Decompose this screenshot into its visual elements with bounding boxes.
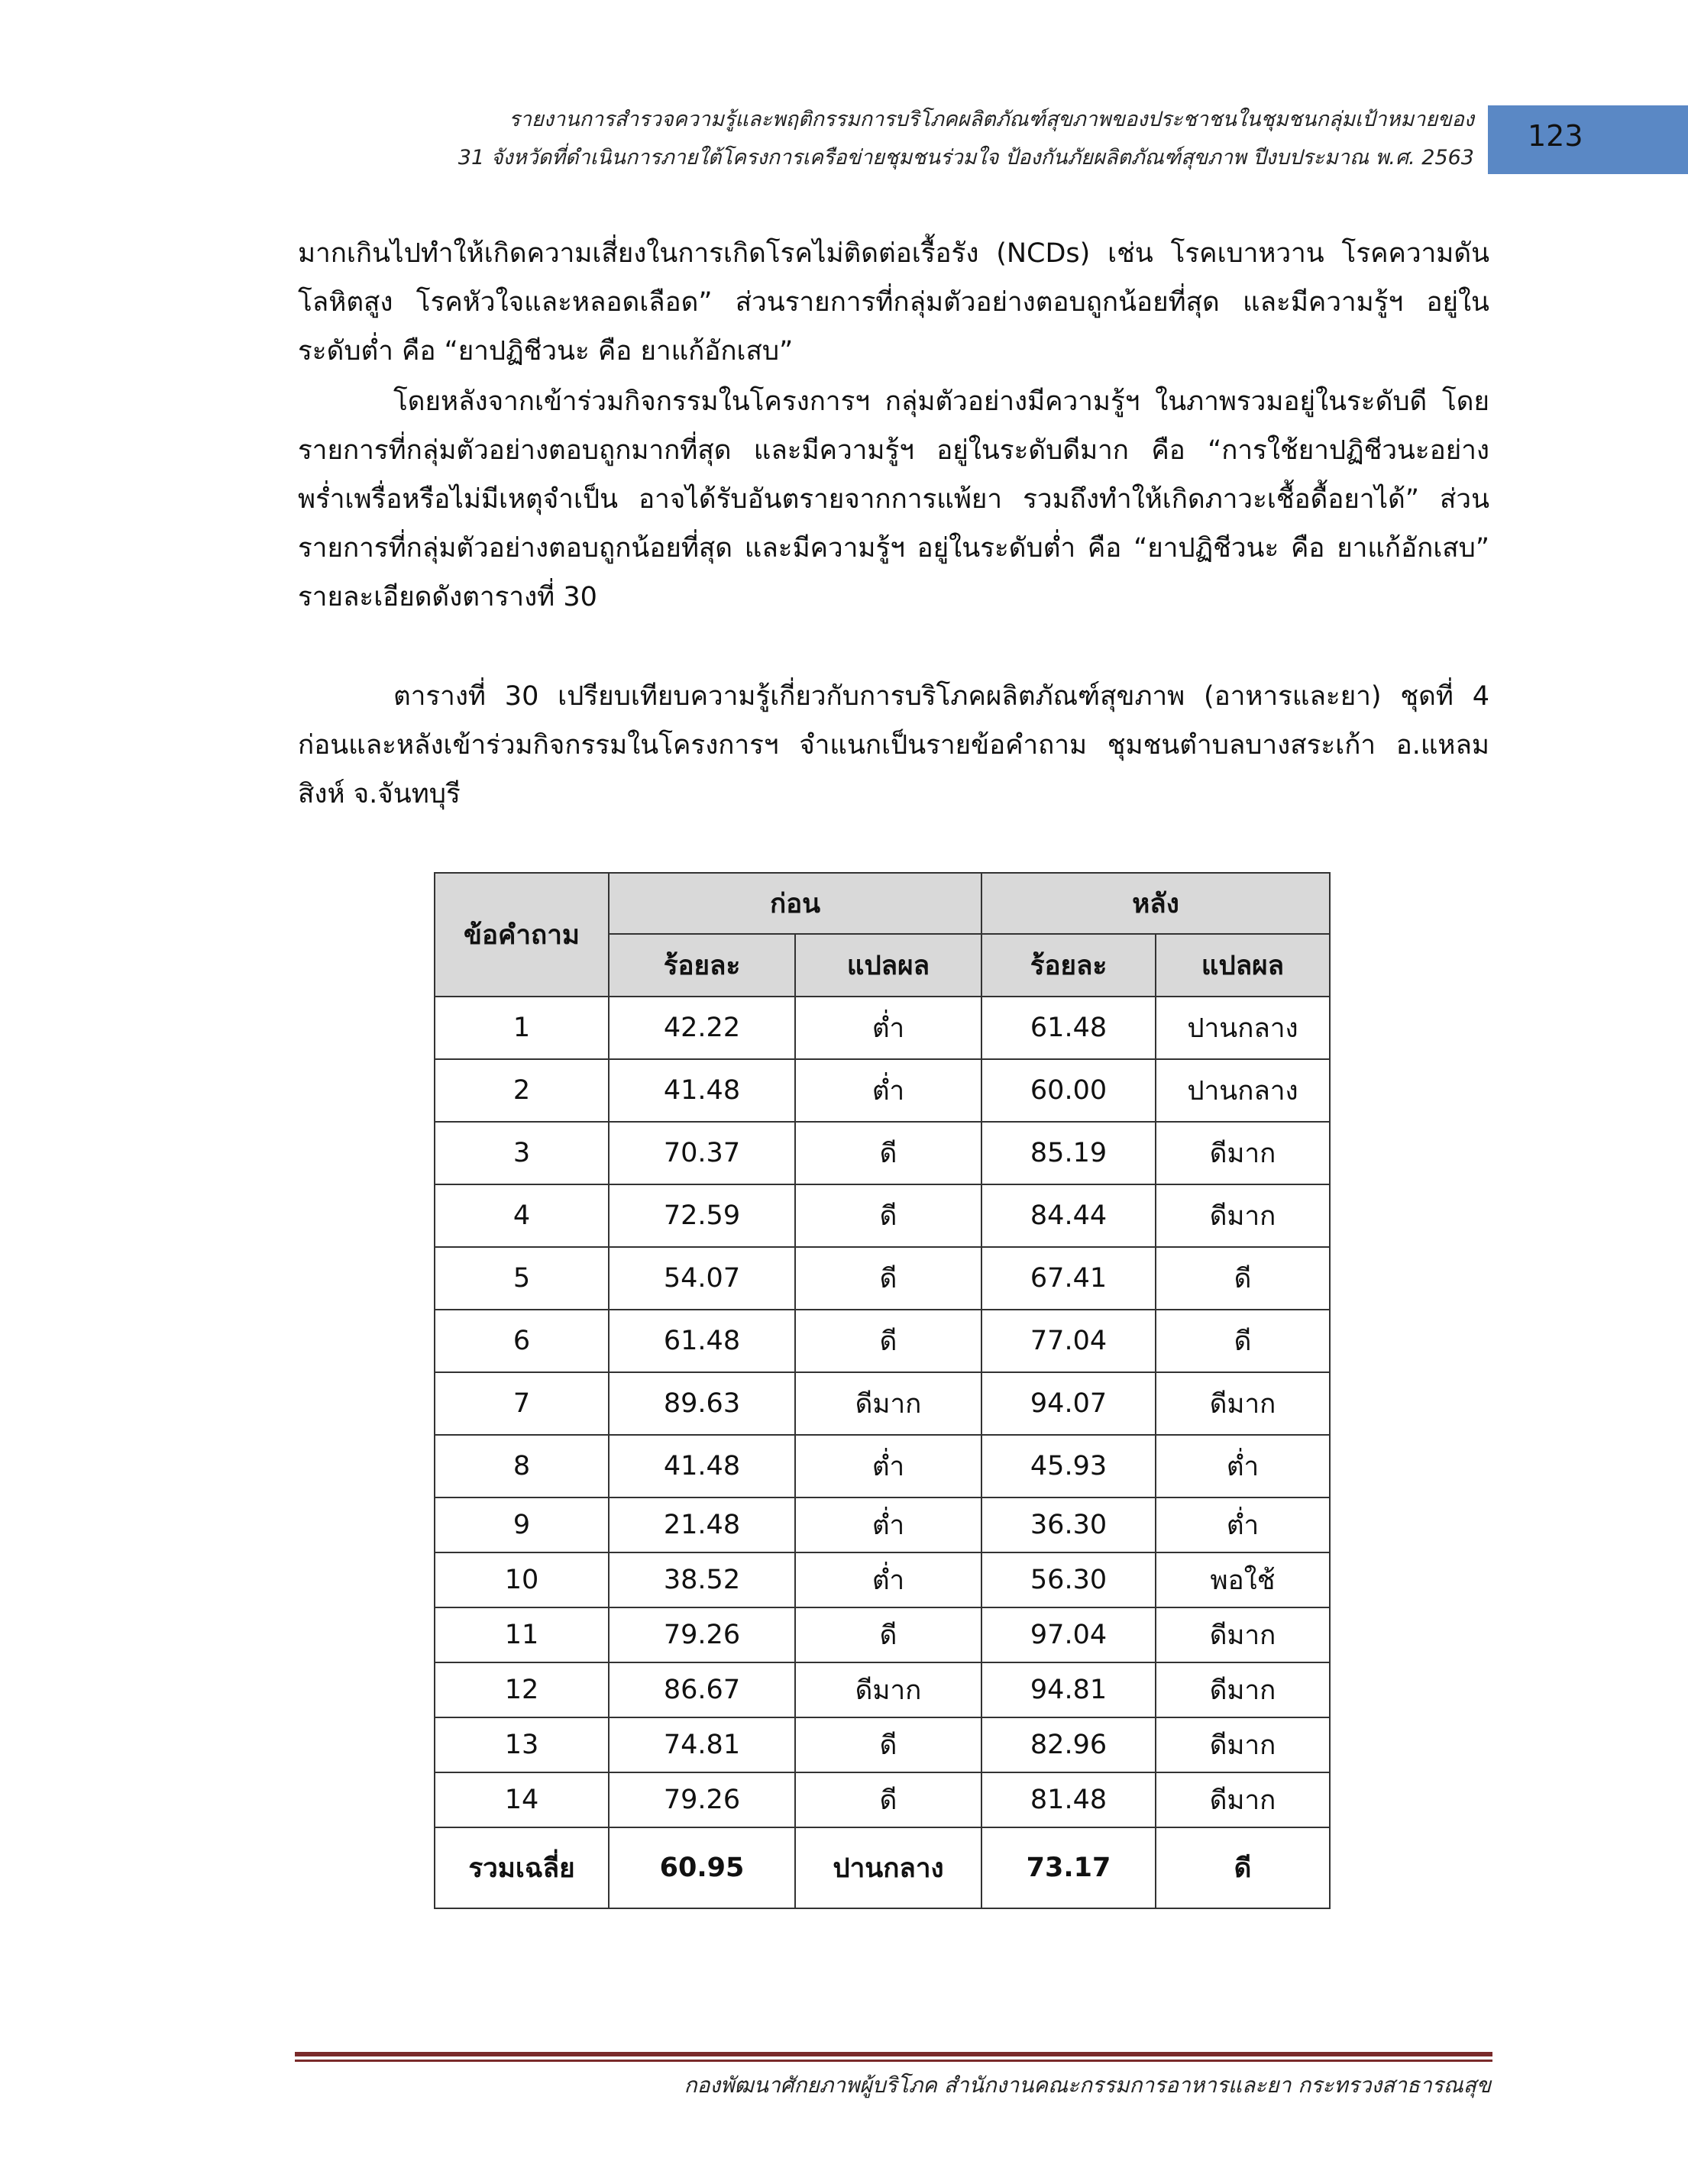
cell-after-percent: 60.00 — [981, 1059, 1156, 1122]
cell-question: 11 — [435, 1607, 609, 1662]
cell-after-interpret: ดี — [1156, 1310, 1330, 1372]
cell-question: 5 — [435, 1247, 609, 1310]
table-caption — [298, 672, 1489, 819]
cell-before-percent: 54.07 — [609, 1247, 795, 1310]
running-header — [328, 101, 1474, 177]
cell-after-interpret: ปานกลาง — [1156, 1059, 1330, 1122]
cell-after-interpret: ดีมาก — [1156, 1372, 1330, 1435]
cell-after-interpret: ดีมาก — [1156, 1184, 1330, 1247]
cell-before-percent: 79.26 — [609, 1772, 795, 1827]
cell-after-interpret: ต่ำ — [1156, 1497, 1330, 1552]
cell-before-interpret: ดี — [795, 1310, 981, 1372]
cell-before-percent: 42.22 — [609, 997, 795, 1059]
table-row — [435, 1059, 1330, 1122]
cell-before-percent: 61.48 — [609, 1310, 795, 1372]
table-row — [435, 1552, 1330, 1607]
cell-after-percent: 36.30 — [981, 1497, 1156, 1552]
cell-after-percent: 45.93 — [981, 1435, 1156, 1497]
table-row — [435, 1310, 1330, 1372]
table-row — [435, 1184, 1330, 1247]
cell-after-interpret: ดีมาก — [1156, 1662, 1330, 1717]
cell-after-interpret: ปานกลาง — [1156, 997, 1330, 1059]
cell-after-interpret: ดี — [1156, 1247, 1330, 1310]
cell-after-interpret: ดีมาก — [1156, 1122, 1330, 1184]
header-before: ก่อน — [609, 873, 981, 934]
header-before-percent: ร้อยละ — [609, 934, 795, 997]
header-question: ข้อคำถาม — [435, 873, 609, 997]
cell-question: 1 — [435, 997, 609, 1059]
cell-after-percent: 67.41 — [981, 1247, 1156, 1310]
cell-before-percent: 74.81 — [609, 1717, 795, 1772]
cell-after-percent: 94.81 — [981, 1662, 1156, 1717]
cell-after-interpret: ต่ำ — [1156, 1435, 1330, 1497]
cell-after-percent: 81.48 — [981, 1772, 1156, 1827]
cell-before-interpret: ดี — [795, 1717, 981, 1772]
header-after-percent: ร้อยละ — [981, 934, 1156, 997]
cell-before-interpret: ต่ำ — [795, 997, 981, 1059]
cell-question: 14 — [435, 1772, 609, 1827]
cell-before-percent: 72.59 — [609, 1184, 795, 1247]
cell-before-percent: 38.52 — [609, 1552, 795, 1607]
table-row — [435, 1122, 1330, 1184]
footer-rule-thin — [295, 2060, 1492, 2062]
cell-after-percent: 56.30 — [981, 1552, 1156, 1607]
cell-after-interpret: ดีมาก — [1156, 1607, 1330, 1662]
cell-before-percent: 79.26 — [609, 1607, 795, 1662]
header-after: หลัง — [981, 873, 1330, 934]
footer-rule-thick — [295, 2052, 1492, 2056]
page-number: 123 — [1528, 119, 1583, 153]
cell-before-percent: 41.48 — [609, 1059, 795, 1122]
cell-before-interpret: ดี — [795, 1122, 981, 1184]
cell-after-percent: 77.04 — [981, 1310, 1156, 1372]
comparison-table — [434, 872, 1331, 1909]
table-row — [435, 1247, 1330, 1310]
cell-question: 7 — [435, 1372, 609, 1435]
table-row — [435, 1662, 1330, 1717]
cell-question: 2 — [435, 1059, 609, 1122]
cell-question: 8 — [435, 1435, 609, 1497]
cell-question: 9 — [435, 1497, 609, 1552]
cell-before-interpret: ต่ำ — [795, 1497, 981, 1552]
cell-after-percent: 82.96 — [981, 1717, 1156, 1772]
paragraph-1 — [298, 229, 1489, 376]
table-row — [435, 1772, 1330, 1827]
cell-after-percent: 97.04 — [981, 1607, 1156, 1662]
table-row — [435, 1372, 1330, 1435]
header-line-2: 31 จังหวัดที่ดำเนินการภายใต้โครงการเครือข่ายชุมชนร่วมใจ ป้องกันภัยผลิตภัณฑ์สุขภาพ ปีงบประมาณ พ.ศ. 2563 — [458, 146, 1474, 170]
cell-before-percent: 41.48 — [609, 1435, 795, 1497]
table-row — [435, 1435, 1330, 1497]
paragraph-2-text: โดยหลังจากเข้าร่วมกิจกรรมในโครงการฯ กลุ่มตัวอย่างมีความรู้ฯ ในภาพรวมอยู่ในระดับดี โดยรายการที่กลุ่มตัวอย่างตอบถูกมากที่สุด และมีความรู้ฯ อยู่ในระดับดีมาก คือ “การใช้ยาปฏิชีวนะอย่างพร่ำเพรื่อหรือไม่มีเหตุจำเป็น อาจได้รับอันตรายจากการแพ้ยา รวมถึงทำให้เกิดภาวะเชื้อดื้อยาได้” ส่วนรายการที่กลุ่มตัวอย่างตอบถูกน้อยที่สุด และมีความรู้ฯ อยู่ในระดับต่ำ คือ “ยาปฏิชีวนะ คือ ยาแก้อักเสบ” รายละเอียดดังตารางที่ 30 — [298, 386, 1489, 612]
cell-before-percent: 70.37 — [609, 1122, 795, 1184]
cell-question: 12 — [435, 1662, 609, 1717]
cell-before-percent: 89.63 — [609, 1372, 795, 1435]
header-before-interpret: แปลผล — [795, 934, 981, 997]
paragraph-2 — [298, 377, 1489, 622]
cell-total-label: รวมเฉลี่ย — [435, 1827, 609, 1908]
cell-before-interpret: ดี — [795, 1772, 981, 1827]
cell-after-percent: 61.48 — [981, 997, 1156, 1059]
cell-before-interpret: ดี — [795, 1184, 981, 1247]
cell-after-interpret: ดีมาก — [1156, 1772, 1330, 1827]
cell-before-interpret: ต่ำ — [795, 1059, 981, 1122]
cell-question: 10 — [435, 1552, 609, 1607]
cell-after-interpret: ดีมาก — [1156, 1717, 1330, 1772]
cell-total-before-interpret: ปานกลาง — [795, 1827, 981, 1908]
table-row — [435, 997, 1330, 1059]
header-after-interpret: แปลผล — [1156, 934, 1330, 997]
cell-before-interpret: ดี — [795, 1247, 981, 1310]
cell-total-before-percent: 60.95 — [609, 1827, 795, 1908]
cell-before-percent: 86.67 — [609, 1662, 795, 1717]
cell-question: 13 — [435, 1717, 609, 1772]
cell-question: 3 — [435, 1122, 609, 1184]
table-row — [435, 1607, 1330, 1662]
cell-before-percent: 21.48 — [609, 1497, 795, 1552]
table-total-row — [435, 1827, 1330, 1908]
cell-after-percent: 84.44 — [981, 1184, 1156, 1247]
footer-text: กองพัฒนาศักยภาพผู้บริโภค สำนักงานคณะกรรมการอาหารและยา กระทรวงสาธารณสุข — [684, 2073, 1491, 2098]
table-row — [435, 1497, 1330, 1552]
cell-before-interpret: ดี — [795, 1607, 981, 1662]
cell-before-interpret: ดีมาก — [795, 1662, 981, 1717]
cell-total-after-percent: 73.17 — [981, 1827, 1156, 1908]
cell-after-percent: 85.19 — [981, 1122, 1156, 1184]
cell-before-interpret: ดีมาก — [795, 1372, 981, 1435]
cell-before-interpret: ต่ำ — [795, 1552, 981, 1607]
paragraph-1-text: มากเกินไปทำให้เกิดความเสี่ยงในการเกิดโรคไม่ติดต่อเรื้อรัง (NCDs) เช่น โรคเบาหวาน โรคความดันโลหิตสูง โรคหัวใจและหลอดเลือด” ส่วนรายการที่กลุ่มตัวอย่างตอบถูกน้อยที่สุด และมีความรู้ฯ อยู่ในระดับต่ำ คือ “ยาปฏิชีวนะ คือ ยาแก้อักเสบ” — [298, 238, 1489, 367]
header-line-1: รายงานการสำรวจความรู้และพฤติกรรมการบริโภคผลิตภัณฑ์สุขภาพของประชาชนในชุมชนกลุ่มเป้าหมายของ — [509, 108, 1474, 131]
cell-question: 4 — [435, 1184, 609, 1247]
table-caption-text: ตารางที่ 30 เปรียบเทียบความรู้เกี่ยวกับการบริโภคผลิตภัณฑ์สุขภาพ (อาหารและยา) ชุดที่ 4 ก่อนและหลังเข้าร่วมกิจกรรมในโครงการฯ จำแนกเป็นรายข้อคำถาม ชุมชนตำบลบางสระเก้า อ.แหลมสิงห์ จ.จันทบุรี — [298, 681, 1489, 809]
table-row — [435, 1717, 1330, 1772]
cell-after-interpret: พอใช้ — [1156, 1552, 1330, 1607]
page-number-box — [1488, 105, 1688, 174]
cell-total-after-interpret: ดี — [1156, 1827, 1330, 1908]
cell-question: 6 — [435, 1310, 609, 1372]
cell-before-interpret: ต่ำ — [795, 1435, 981, 1497]
cell-after-percent: 94.07 — [981, 1372, 1156, 1435]
